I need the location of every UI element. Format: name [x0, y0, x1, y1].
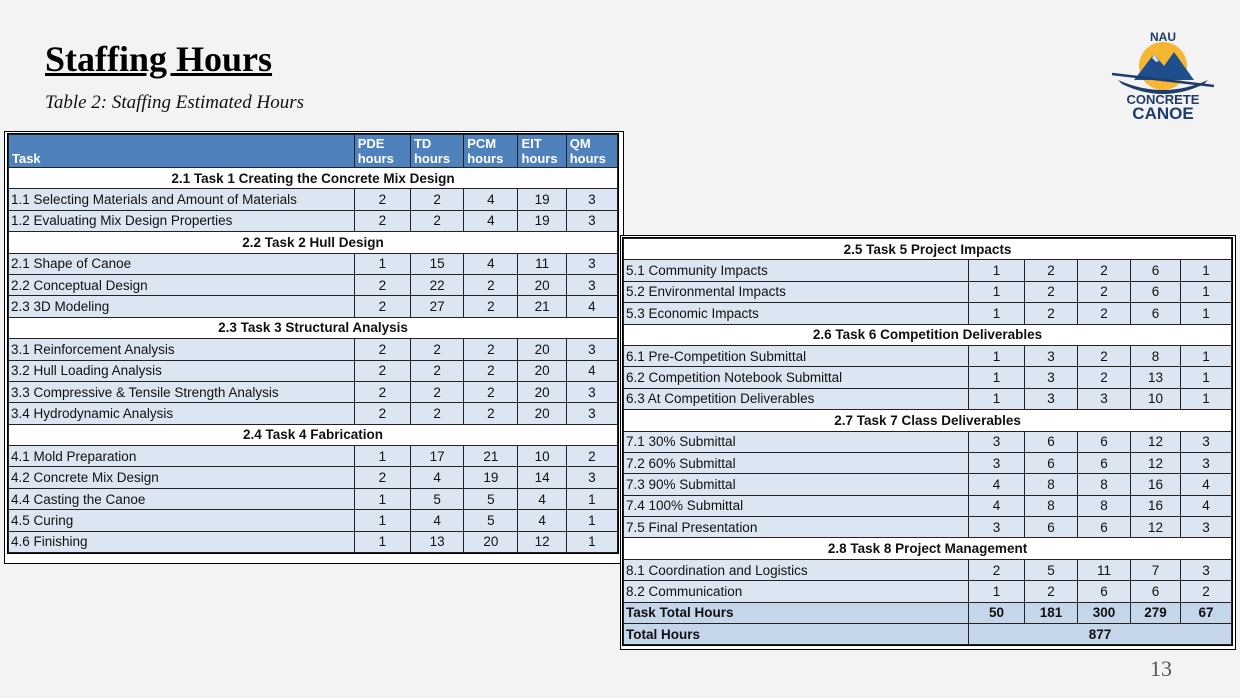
- hours-cell: 5: [410, 488, 463, 509]
- task-name-cell: 5.2 Environmental Impacts: [624, 281, 969, 302]
- table-row: [9, 253, 618, 274]
- hours-cell: 3: [1025, 388, 1078, 409]
- hours-cell: 11: [518, 253, 566, 274]
- table-row: [624, 281, 1232, 302]
- section-header-row: [9, 317, 618, 338]
- grand-total-label: Total Hours: [624, 624, 969, 645]
- hours-cell: 2: [464, 274, 518, 295]
- task-name-cell: 4.1 Mold Preparation: [9, 446, 355, 467]
- hours-cell: 12: [1131, 452, 1181, 473]
- hours-cell: 1: [1181, 345, 1232, 366]
- table-row: [624, 495, 1232, 516]
- hours-cell: 13: [1131, 367, 1181, 388]
- hours-cell: 50: [969, 602, 1025, 623]
- task-name-cell: 4.6 Finishing: [9, 531, 355, 552]
- hours-cell: 8: [1078, 495, 1131, 516]
- header-task: Task: [9, 135, 355, 168]
- hours-cell: 4: [464, 189, 518, 210]
- table-row: [624, 431, 1232, 452]
- hours-cell: 2: [354, 189, 410, 210]
- table-row: [9, 296, 618, 317]
- hours-cell: 2: [410, 360, 463, 381]
- hours-cell: 2: [410, 189, 463, 210]
- hours-cell: 8: [1025, 495, 1078, 516]
- hours-cell: 21: [464, 446, 518, 467]
- hours-cell: 3: [566, 210, 617, 231]
- hours-cell: 2: [410, 339, 463, 360]
- table-row: [9, 446, 618, 467]
- section-header-row: [624, 239, 1232, 260]
- task-name-cell: 8.2 Communication: [624, 581, 969, 602]
- section-title: 2.3 Task 3 Structural Analysis: [9, 317, 618, 338]
- hours-cell: 6: [1131, 260, 1181, 281]
- hours-cell: 10: [1131, 388, 1181, 409]
- hours-cell: 2: [1078, 367, 1131, 388]
- hours-cell: 3: [1078, 388, 1131, 409]
- hours-cell: 3: [1181, 517, 1232, 538]
- hours-cell: 4: [566, 360, 617, 381]
- hours-cell: 6: [1078, 581, 1131, 602]
- hours-cell: 2: [354, 403, 410, 424]
- hours-cell: 13: [410, 531, 463, 552]
- hours-cell: 2: [354, 339, 410, 360]
- hours-cell: 6: [1025, 452, 1078, 473]
- staffing-table-part1: [8, 134, 618, 553]
- hours-cell: 2: [464, 403, 518, 424]
- task-name-cell: 2.2 Conceptual Design: [9, 274, 355, 295]
- hours-cell: 6: [1078, 431, 1131, 452]
- table-row: [9, 381, 618, 402]
- section-title: 2.1 Task 1 Creating the Concrete Mix Design: [9, 168, 618, 189]
- hours-cell: 67: [1181, 602, 1232, 623]
- table-row: [624, 452, 1232, 473]
- task-name-cell: 3.4 Hydrodynamic Analysis: [9, 403, 355, 424]
- table-row: [624, 559, 1232, 580]
- table-row: [9, 339, 618, 360]
- hours-cell: 3: [1025, 345, 1078, 366]
- hours-cell: 1: [1181, 260, 1232, 281]
- hours-cell: 1: [354, 446, 410, 467]
- slide-title: Staffing Hours: [45, 39, 273, 79]
- section-header-row: [624, 324, 1232, 345]
- hours-cell: 1: [566, 531, 617, 552]
- hours-cell: 3: [566, 189, 617, 210]
- hours-cell: 2: [410, 381, 463, 402]
- hours-cell: 16: [1131, 495, 1181, 516]
- hours-cell: 6: [1078, 517, 1131, 538]
- table-row: [9, 189, 618, 210]
- hours-cell: 4: [1181, 474, 1232, 495]
- hours-cell: 3: [566, 403, 617, 424]
- section-header-row: [9, 424, 618, 445]
- hours-cell: 3: [1181, 452, 1232, 473]
- section-title: 2.5 Task 5 Project Impacts: [624, 239, 1232, 260]
- table-row: [624, 388, 1232, 409]
- task-name-cell: 7.5 Final Presentation: [624, 517, 969, 538]
- task-name-cell: 7.2 60% Submittal: [624, 452, 969, 473]
- hours-cell: 1: [354, 531, 410, 552]
- hours-cell: 2: [1025, 281, 1078, 302]
- section-title: 2.6 Task 6 Competition Deliverables: [624, 324, 1232, 345]
- hours-cell: 1: [969, 367, 1025, 388]
- task-name-cell: 6.3 At Competition Deliverables: [624, 388, 969, 409]
- header-pde: PDE hours: [354, 135, 410, 168]
- header-eit: EIT hours: [518, 135, 566, 168]
- table-row: [9, 403, 618, 424]
- hours-cell: 2: [464, 381, 518, 402]
- table-row: [624, 474, 1232, 495]
- section-header-row: [9, 168, 618, 189]
- hours-cell: 181: [1025, 602, 1078, 623]
- nau-concrete-canoe-logo: [1108, 28, 1218, 124]
- hours-cell: 2: [969, 559, 1025, 580]
- hours-cell: 27: [410, 296, 463, 317]
- hours-cell: 4: [410, 467, 463, 488]
- section-title: 2.2 Task 2 Hull Design: [9, 232, 618, 253]
- task-name-cell: 3.3 Compressive & Tensile Strength Analysis: [9, 381, 355, 402]
- hours-cell: 3: [566, 467, 617, 488]
- hours-cell: 1: [1181, 281, 1232, 302]
- hours-cell: 12: [1131, 517, 1181, 538]
- hours-cell: 6: [1025, 517, 1078, 538]
- hours-cell: 4: [410, 510, 463, 531]
- table-row: [9, 510, 618, 531]
- hours-cell: 8: [1078, 474, 1131, 495]
- hours-cell: 2: [410, 403, 463, 424]
- task-name-cell: 3.1 Reinforcement Analysis: [9, 339, 355, 360]
- hours-cell: 4: [566, 296, 617, 317]
- hours-cell: 20: [464, 531, 518, 552]
- hours-cell: 20: [518, 339, 566, 360]
- hours-cell: 6: [1025, 431, 1078, 452]
- task-name-cell: 8.1 Coordination and Logistics: [624, 559, 969, 580]
- hours-cell: 2: [410, 210, 463, 231]
- staffing-table-part2: [623, 238, 1232, 645]
- hours-cell: 19: [518, 189, 566, 210]
- hours-cell: 2: [464, 339, 518, 360]
- task-name-cell: 4.4 Casting the Canoe: [9, 488, 355, 509]
- hours-cell: 1: [969, 581, 1025, 602]
- hours-cell: 8: [1131, 345, 1181, 366]
- section-header-row: [624, 410, 1232, 431]
- table1-header-row: [9, 135, 618, 168]
- table-row: [9, 210, 618, 231]
- task-name-cell: 3.2 Hull Loading Analysis: [9, 360, 355, 381]
- page-number: 13: [1150, 656, 1172, 681]
- grand-total-row: [624, 624, 1232, 645]
- hours-cell: 4: [1181, 495, 1232, 516]
- task-name-cell: 7.4 100% Submittal: [624, 495, 969, 516]
- section-title: 2.4 Task 4 Fabrication: [9, 424, 618, 445]
- grand-total-value: 877: [969, 624, 1232, 645]
- hours-cell: 1: [354, 488, 410, 509]
- hours-cell: 17: [410, 446, 463, 467]
- hours-cell: 2: [1078, 281, 1131, 302]
- task-name-cell: 7.3 90% Submittal: [624, 474, 969, 495]
- hours-cell: 5: [1025, 559, 1078, 580]
- hours-cell: 1: [566, 510, 617, 531]
- hours-cell: 5: [464, 488, 518, 509]
- hours-cell: 4: [464, 253, 518, 274]
- hours-cell: 2: [464, 360, 518, 381]
- hours-cell: 1: [566, 488, 617, 509]
- task-name-cell: 4.2 Concrete Mix Design: [9, 467, 355, 488]
- hours-cell: 4: [969, 495, 1025, 516]
- hours-cell: 21: [518, 296, 566, 317]
- hours-cell: 4: [464, 210, 518, 231]
- section-title: 2.7 Task 7 Class Deliverables: [624, 410, 1232, 431]
- table-row: [624, 345, 1232, 366]
- task-name-cell: 1.1 Selecting Materials and Amount of Materials: [9, 189, 355, 210]
- logo-line2: CANOE: [1132, 104, 1194, 123]
- hours-cell: 2: [354, 360, 410, 381]
- hours-cell: 6: [1131, 303, 1181, 324]
- table-row: [9, 274, 618, 295]
- header-qm: QM hours: [566, 135, 617, 168]
- hours-cell: 3: [566, 253, 617, 274]
- section-header-row: [9, 232, 618, 253]
- hours-cell: 2: [354, 467, 410, 488]
- hours-cell: 12: [1131, 431, 1181, 452]
- hours-cell: 22: [410, 274, 463, 295]
- hours-cell: 2: [354, 381, 410, 402]
- hours-cell: 279: [1131, 602, 1181, 623]
- hours-cell: 3: [566, 381, 617, 402]
- hours-cell: 20: [518, 381, 566, 402]
- hours-cell: 3: [969, 517, 1025, 538]
- hours-cell: 19: [518, 210, 566, 231]
- hours-cell: 2: [1078, 260, 1131, 281]
- task-name-cell: 2.1 Shape of Canoe: [9, 253, 355, 274]
- hours-cell: 3: [1181, 431, 1232, 452]
- table-row: [624, 367, 1232, 388]
- hours-cell: 300: [1078, 602, 1131, 623]
- hours-cell: 1: [1181, 303, 1232, 324]
- section-title: 2.8 Task 8 Project Management: [624, 538, 1232, 559]
- hours-cell: 20: [518, 403, 566, 424]
- hours-cell: 1: [969, 260, 1025, 281]
- hours-cell: 3: [1181, 559, 1232, 580]
- hours-cell: 7: [1131, 559, 1181, 580]
- hours-cell: 1: [969, 388, 1025, 409]
- hours-cell: 4: [518, 488, 566, 509]
- hours-cell: 1: [969, 345, 1025, 366]
- header-td: TD hours: [410, 135, 463, 168]
- table-row: [9, 531, 618, 552]
- hours-cell: 8: [1025, 474, 1078, 495]
- hours-cell: 5: [464, 510, 518, 531]
- hours-cell: 6: [1131, 281, 1181, 302]
- hours-cell: 2: [464, 296, 518, 317]
- hours-cell: 6: [1131, 581, 1181, 602]
- hours-cell: 3: [566, 339, 617, 360]
- hours-cell: 2: [1025, 303, 1078, 324]
- hours-cell: 1: [354, 510, 410, 531]
- logo-line1: CONCRETE: [1126, 92, 1200, 107]
- hours-cell: 3: [566, 274, 617, 295]
- task-name-cell: 4.5 Curing: [9, 510, 355, 531]
- hours-cell: 2: [354, 274, 410, 295]
- table-row: [624, 581, 1232, 602]
- hours-cell: 12: [518, 531, 566, 552]
- hours-cell: 10: [518, 446, 566, 467]
- hours-cell: 2: [354, 210, 410, 231]
- hours-cell: 6: [1078, 452, 1131, 473]
- hours-cell: 3: [969, 431, 1025, 452]
- hours-cell: 2: [1078, 303, 1131, 324]
- hours-cell: 16: [1131, 474, 1181, 495]
- hours-cell: 15: [410, 253, 463, 274]
- hours-cell: 2: [354, 296, 410, 317]
- hours-cell: 2: [1025, 260, 1078, 281]
- hours-cell: 1: [354, 253, 410, 274]
- hours-cell: 2: [1025, 581, 1078, 602]
- task-total-row: [624, 602, 1232, 623]
- task-name-cell: 5.1 Community Impacts: [624, 260, 969, 281]
- table-caption: Table 2: Staffing Estimated Hours: [45, 92, 304, 113]
- header-pcm: PCM hours: [464, 135, 518, 168]
- task-name-cell: 5.3 Economic Impacts: [624, 303, 969, 324]
- table-row: [624, 517, 1232, 538]
- hours-cell: 1: [1181, 367, 1232, 388]
- hours-cell: 1: [1181, 388, 1232, 409]
- table-row: [624, 260, 1232, 281]
- hours-cell: 2: [1078, 345, 1131, 366]
- table-row: [9, 360, 618, 381]
- hours-cell: 14: [518, 467, 566, 488]
- hours-cell: 2: [566, 446, 617, 467]
- hours-cell: 4: [969, 474, 1025, 495]
- hours-cell: 1: [969, 303, 1025, 324]
- task-name-cell: 2.3 3D Modeling: [9, 296, 355, 317]
- section-header-row: [624, 538, 1232, 559]
- hours-cell: 2: [1181, 581, 1232, 602]
- hours-cell: 1: [969, 281, 1025, 302]
- task-name-cell: 1.2 Evaluating Mix Design Properties: [9, 210, 355, 231]
- task-name-cell: 7.1 30% Submittal: [624, 431, 969, 452]
- hours-cell: 20: [518, 274, 566, 295]
- table-row: [9, 467, 618, 488]
- task-name-cell: 6.2 Competition Notebook Submittal: [624, 367, 969, 388]
- hours-cell: 19: [464, 467, 518, 488]
- logo-top-text: NAU: [1150, 30, 1176, 44]
- table-row: [624, 303, 1232, 324]
- task-name-cell: Task Total Hours: [624, 602, 969, 623]
- table-row: [9, 488, 618, 509]
- hours-cell: 20: [518, 360, 566, 381]
- hours-cell: 3: [969, 452, 1025, 473]
- hours-cell: 3: [1025, 367, 1078, 388]
- task-name-cell: 6.1 Pre-Competition Submittal: [624, 345, 969, 366]
- hours-cell: 11: [1078, 559, 1131, 580]
- hours-cell: 4: [518, 510, 566, 531]
